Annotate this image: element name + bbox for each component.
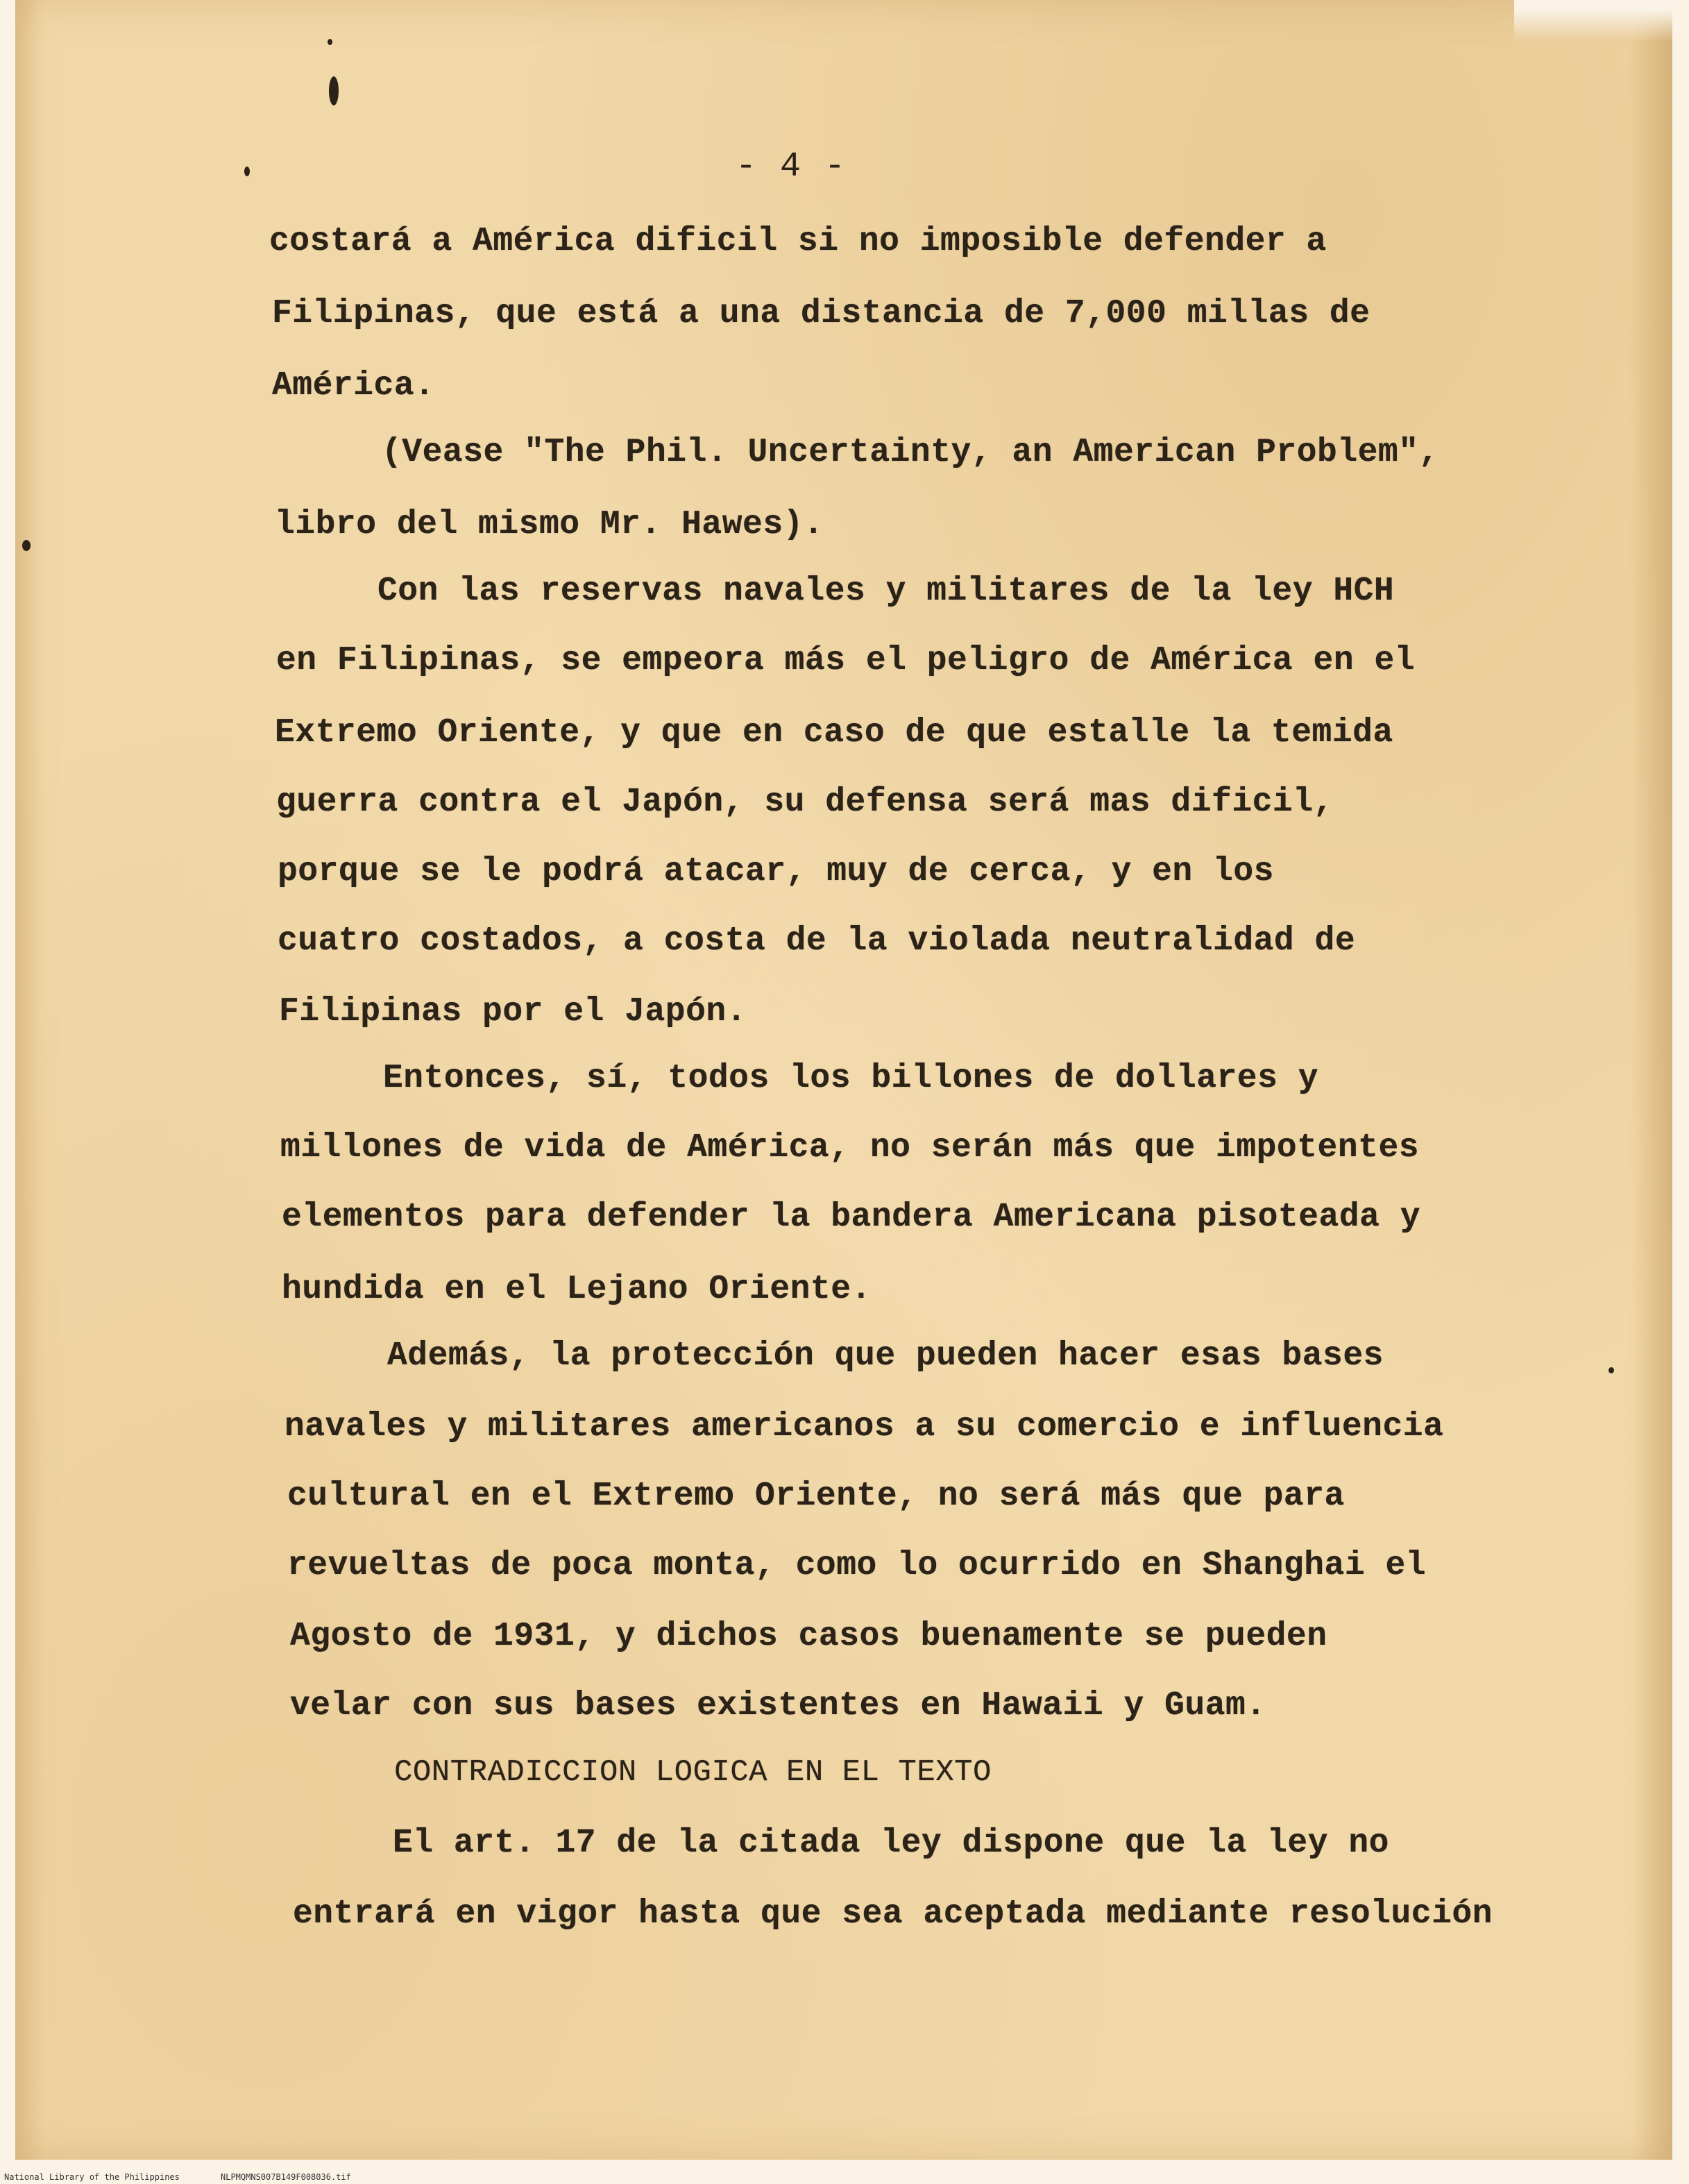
scan-footer [0, 2167, 1689, 2184]
text-line: en Filipinas, se empeora más el peligro de América en el [276, 642, 1416, 679]
text-line: Filipinas por el Japón. [279, 993, 747, 1031]
text-line: revueltas de poca monta, como lo ocurrido en Shanghai el [287, 1547, 1427, 1584]
text-line: cuatro costados, a costa de la violada neutralidad de [278, 922, 1356, 960]
text-line: Agosto de 1931, y dichos casos buenamente se pueden [290, 1618, 1327, 1655]
text-line: Además, la protección que pueden hacer esas bases [387, 1337, 1384, 1375]
text-line: millones de vida de América, no serán más que impotentes [280, 1129, 1420, 1167]
text-line: cultural en el Extremo Oriente, no será más que para [287, 1478, 1345, 1515]
text-line: hundida en el Lejano Oriente. [282, 1271, 872, 1308]
text-line: velar con sus bases existentes en Hawaii y Guam. [290, 1687, 1266, 1725]
text-line: costará a América dificil si no imposible defender a [269, 223, 1327, 260]
page-number: - 4 - [736, 147, 847, 187]
text-line: libro del mismo Mr. Hawes). [275, 506, 824, 543]
text-line: Con las reservas navales y militares de la ley HCH [377, 573, 1395, 610]
text-line: El art. 17 de la citada ley dispone que la ley no [393, 1825, 1389, 1862]
text-line: Filipinas, que está a una distancia de 7,000 millas de [272, 295, 1370, 332]
text-line: navales y militares americanos a su comercio e influencia [285, 1408, 1444, 1446]
footer-file-name: NLPMQMNS007B149F008036.tif [221, 2172, 351, 2182]
text-line: (Vease "The Phil. Uncertainty, an American Problem", [382, 434, 1439, 471]
text-line: Extremo Oriente, y que en caso de que estalle la temida [275, 714, 1393, 752]
section-heading: CONTRADICCION LOGICA EN EL TEXTO [394, 1755, 992, 1790]
text-line: entrará en vigor hasta que sea aceptada mediante resolución [293, 1895, 1493, 1933]
text-line: guerra contra el Japón, su defensa será mas dificil, [276, 784, 1334, 821]
text-line: América. [272, 367, 435, 405]
text-line: porque se le podrá atacar, muy de cerca, y en los [278, 853, 1274, 890]
text-line: elementos para defender la bandera Americana pisoteada y [282, 1199, 1421, 1236]
footer-library-name: National Library of the Philippines [4, 2172, 180, 2182]
text-line: Entonces, sí, todos los billones de dollares y [383, 1060, 1319, 1097]
